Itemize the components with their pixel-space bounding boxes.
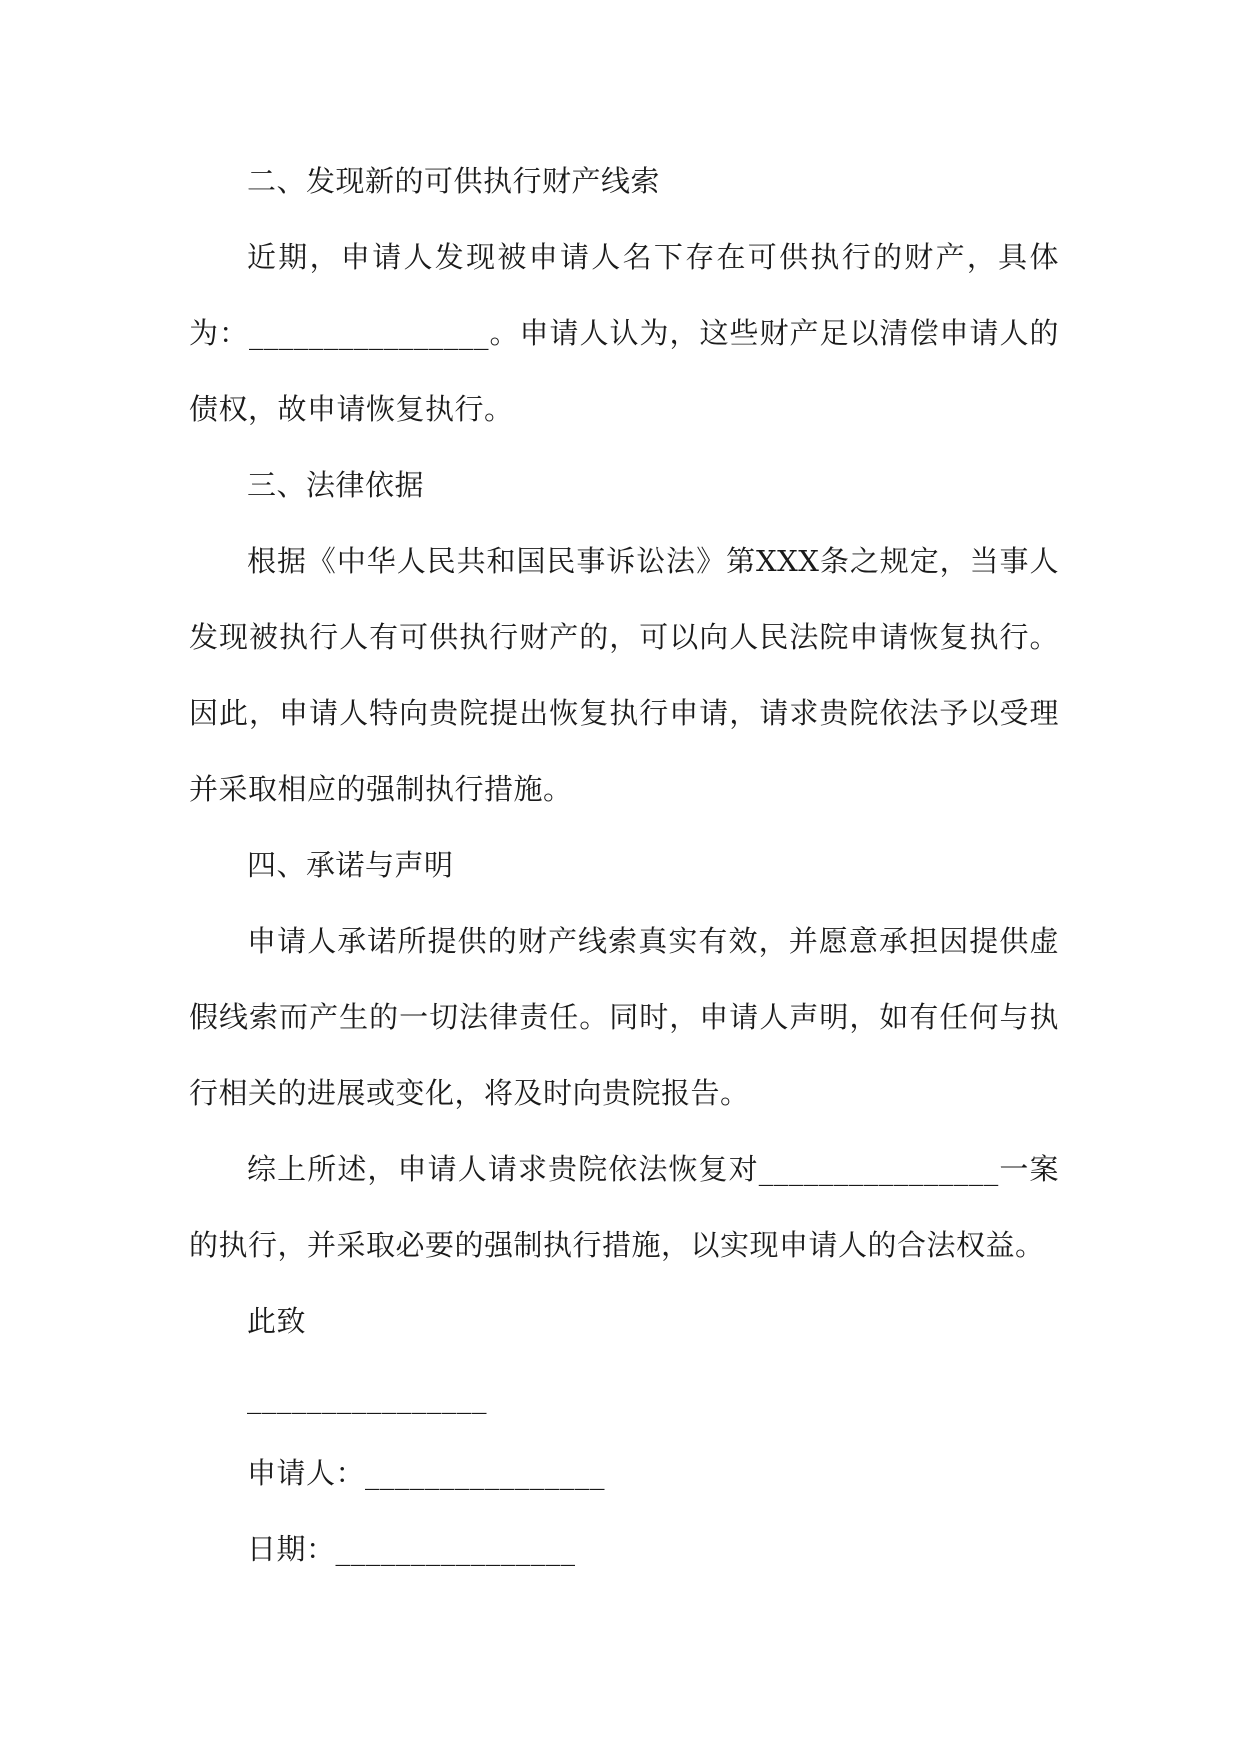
section-heading-property-clues: 二、发现新的可供执行财产线索 — [247, 164, 661, 198]
salutation: 此致 — [247, 1304, 307, 1338]
section-heading-legal-basis: 三、法律依据 — [247, 468, 425, 502]
addressee-blank: ________________ — [247, 1380, 487, 1414]
paragraph-commitment: 申请人承诺所提供的财产线索真实有效，并愿意承担因提供虚假线索而产生的一切法律责任。同时，申请人声明，如有任何与执行相关的进展或变化，将及时向贵院报告。 — [189, 924, 1059, 1110]
paragraph-property-clues: 近期，申请人发现被申请人名下存在可供执行的财产，具体为：________________。申请人认为，这些财产足以清偿申请人的债权，故申请恢复执行。 — [189, 240, 1059, 426]
date-line: 日期：________________ — [247, 1532, 576, 1566]
paragraph-legal-basis: 根据《中华人民共和国民事诉讼法》第XXX条之规定，当事人发现被执行人有可供执行财产的，可以向人民法院申请恢复执行。因此，申请人特向贵院提出恢复执行申请，请求贵院依法予以受理并采取相应的强制执行措施。 — [189, 544, 1059, 806]
section-heading-commitment: 四、承诺与声明 — [247, 848, 454, 882]
document-body — [189, 143, 1059, 1587]
applicant-signature-line: 申请人：________________ — [247, 1456, 606, 1490]
paragraph-conclusion: 综上所述，申请人请求贵院依法恢复对________________一案的执行，并采取必要的强制执行措施，以实现申请人的合法权益。 — [189, 1152, 1059, 1262]
